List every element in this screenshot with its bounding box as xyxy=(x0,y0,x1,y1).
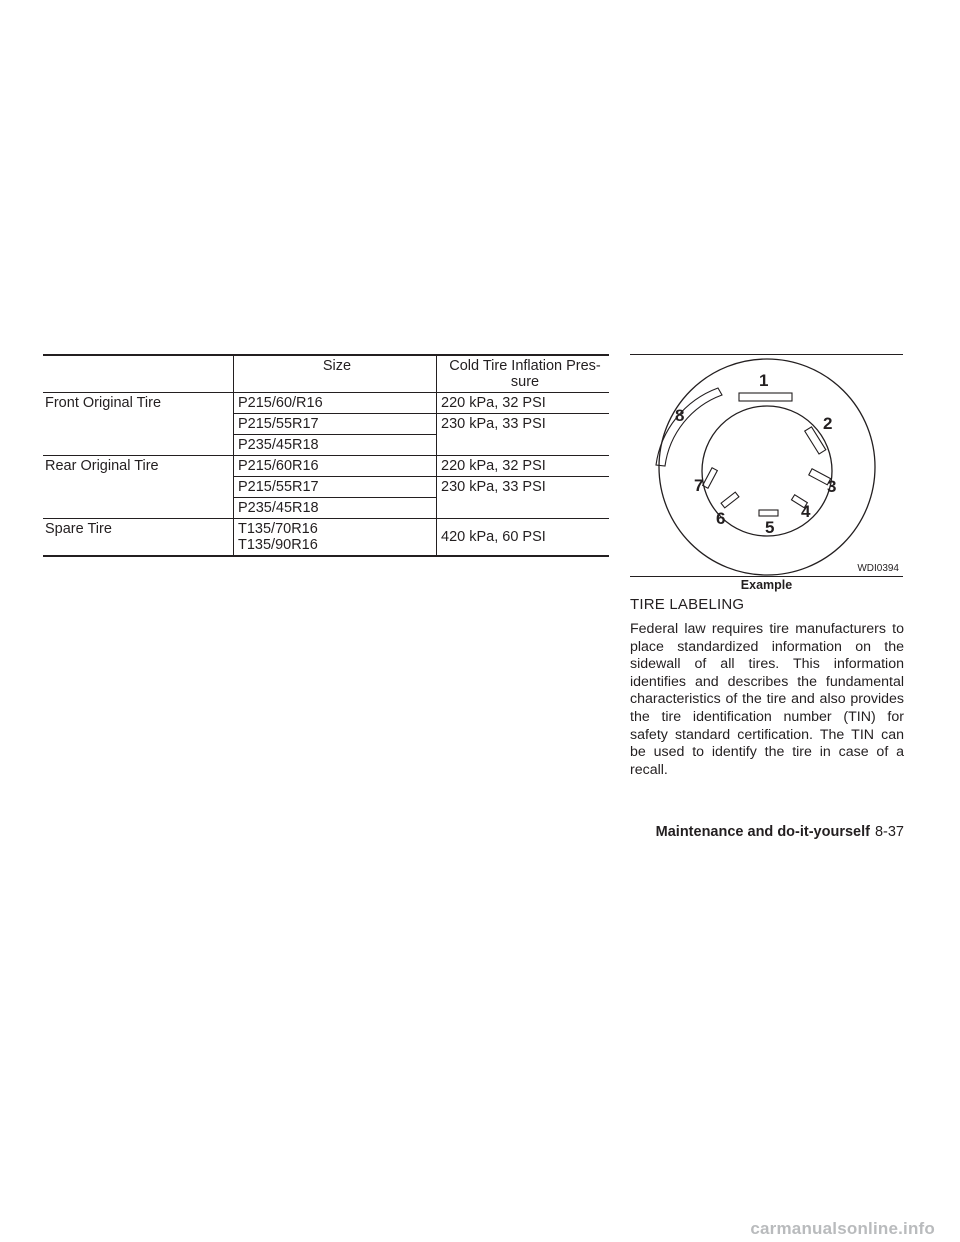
size-cell: P215/60R16 xyxy=(234,456,437,477)
pressure-cell: 230 kPa, 33 PSI xyxy=(437,414,610,456)
callout-1: 1 xyxy=(759,371,769,390)
callout-8: 8 xyxy=(675,406,685,425)
callout-6: 6 xyxy=(716,509,726,528)
header-pressure-line1: Cold Tire Inflation Pres- xyxy=(449,358,601,374)
row-label-rear: Rear Original Tire xyxy=(45,458,159,474)
callout-2: 2 xyxy=(823,414,833,433)
pressure-cell: 220 kPa, 32 PSI xyxy=(437,393,610,414)
table-header-size: Size xyxy=(234,355,437,393)
footer-page-number: 8-37 xyxy=(874,824,904,840)
pressure-cell: 220 kPa, 32 PSI xyxy=(437,456,610,477)
label-mark-1 xyxy=(739,393,792,401)
page-footer xyxy=(640,824,904,840)
section-body-text: Federal law requires tire manufacturers to place standardized information on the sidewall of all tires. This information identifies and describes the fundamental characteristics of the tire and also provides the tire identification number (TIN) for safety standard certification. The TIN can be used to identify the tire in case of a recall. xyxy=(630,621,904,778)
spare-size-1: T135/70R16 xyxy=(238,521,318,537)
row-label-front: Front Original Tire xyxy=(45,395,162,411)
size-cell: P215/55R17 xyxy=(234,477,437,498)
table-header-row xyxy=(43,355,609,393)
table-row xyxy=(43,519,609,557)
tire-sidewall-diagram xyxy=(630,355,903,576)
tire-outer-circle xyxy=(659,359,875,575)
callout-7: 7 xyxy=(694,476,704,495)
table-header-pressure xyxy=(437,355,610,393)
table-row xyxy=(43,456,609,477)
label-mark-6 xyxy=(721,492,739,508)
label-mark-7 xyxy=(703,468,718,488)
figure-code: WDI0394 xyxy=(857,563,899,574)
watermark: carmanualsonline.info xyxy=(750,1219,935,1238)
tire-sidewall-figure xyxy=(630,354,903,577)
section-heading: TIRE LABELING xyxy=(630,596,745,613)
size-cell xyxy=(234,519,437,557)
row-label-spare: Spare Tire xyxy=(45,521,112,537)
size-cell: P235/45R18 xyxy=(234,435,437,456)
label-mark-8 xyxy=(656,388,722,466)
size-cell: P235/45R18 xyxy=(234,498,437,519)
size-cell: P215/60/R16 xyxy=(234,393,437,414)
label-mark-5 xyxy=(759,510,778,516)
figure-caption: Example xyxy=(740,578,793,592)
callout-3: 3 xyxy=(827,477,837,496)
spare-size-2: T135/90R16 xyxy=(238,537,318,553)
callout-4: 4 xyxy=(801,502,811,521)
footer-section-title: Maintenance and do-it-yourself xyxy=(655,824,870,840)
size-cell: P215/55R17 xyxy=(234,414,437,435)
tire-pressure-table-container xyxy=(43,354,609,557)
tire-pressure-table xyxy=(43,354,609,557)
table-header-blank xyxy=(43,355,234,393)
pressure-cell: 230 kPa, 33 PSI xyxy=(437,477,610,519)
table-row xyxy=(43,393,609,414)
header-pressure-line2: sure xyxy=(510,374,540,390)
callout-5: 5 xyxy=(765,518,775,537)
pressure-cell: 420 kPa, 60 PSI xyxy=(437,519,610,557)
callout-group xyxy=(675,371,836,537)
